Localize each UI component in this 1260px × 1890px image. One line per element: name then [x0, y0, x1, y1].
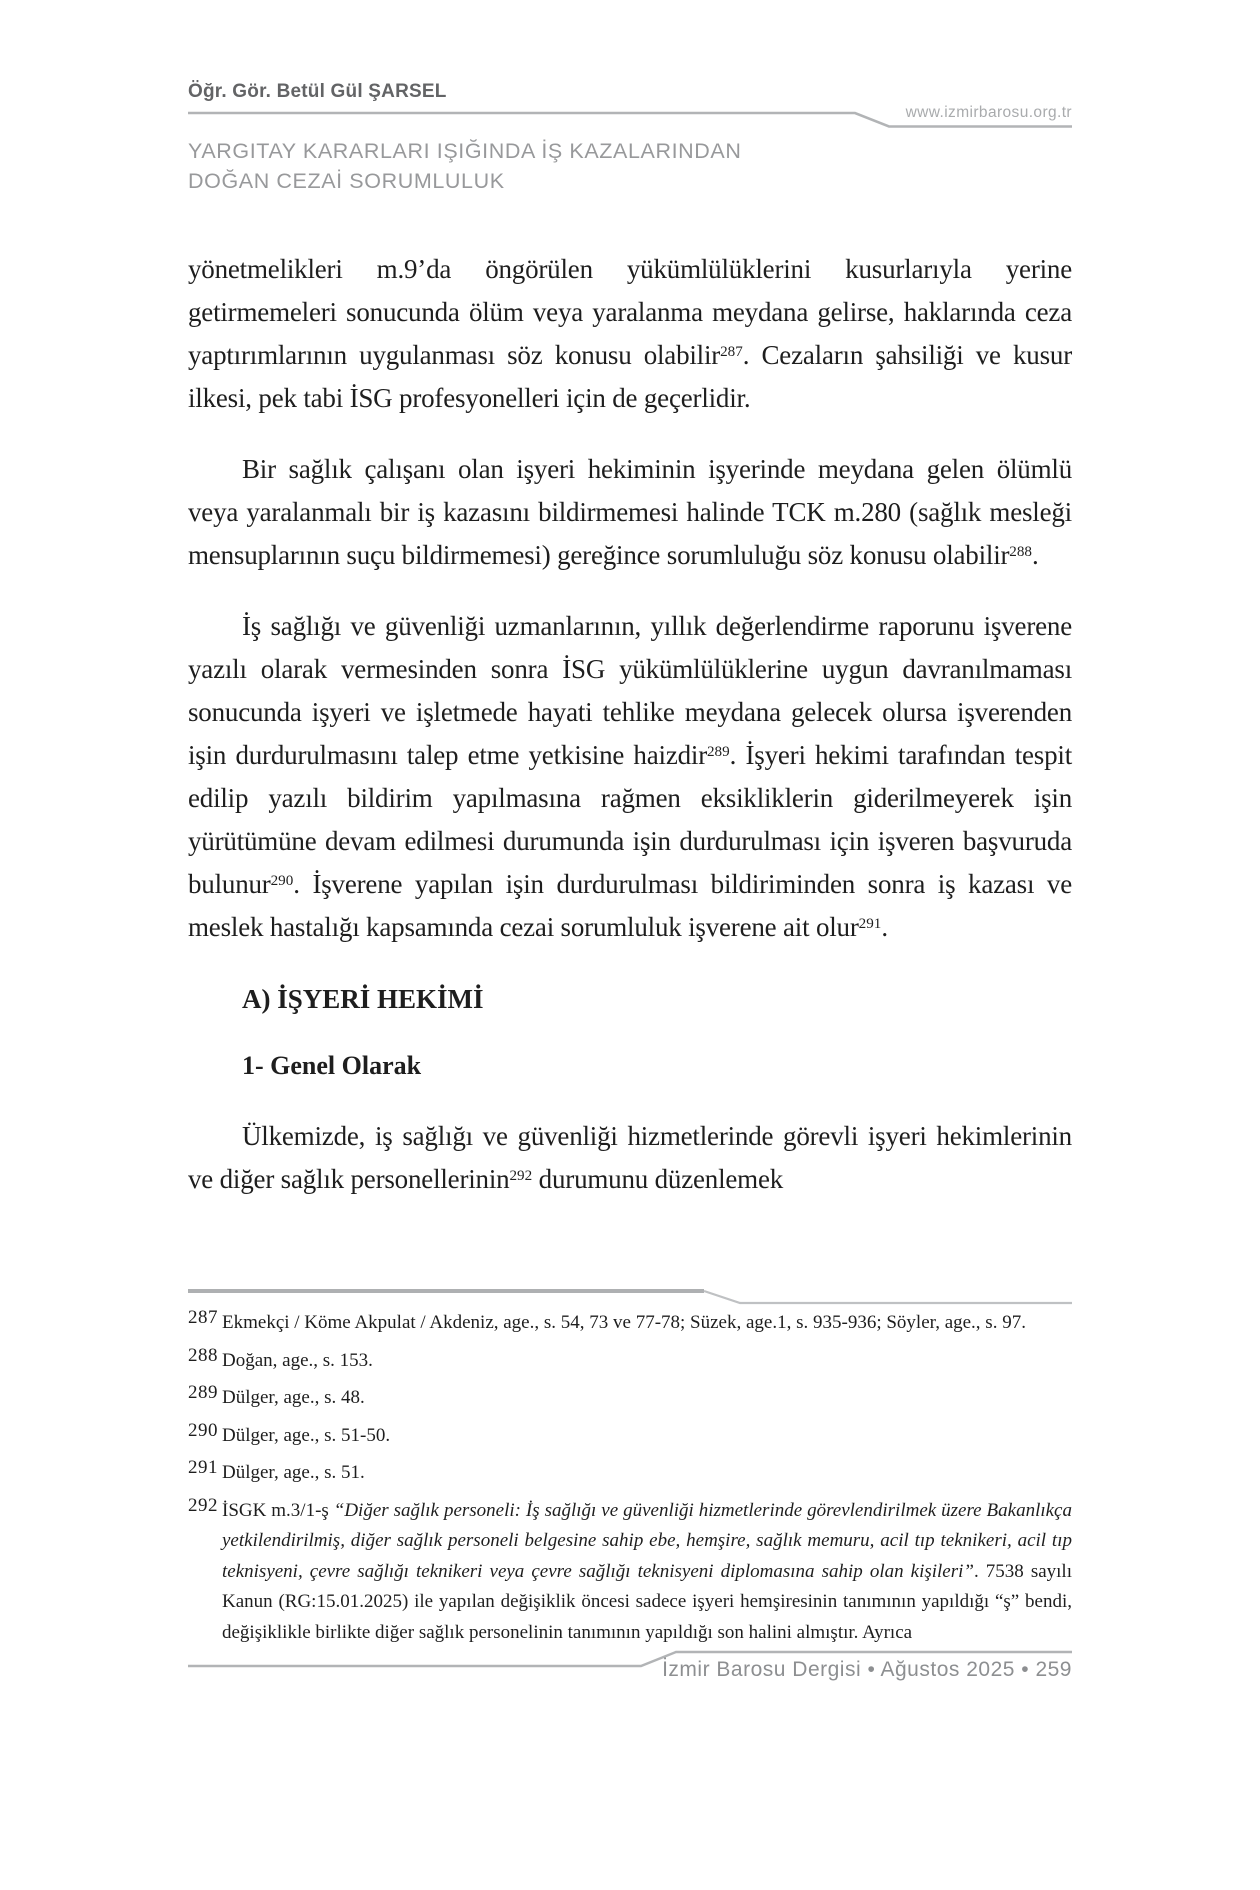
article-title-line1: YARGITAY KARARLARI IŞIĞINDA İŞ KAZALARINDAN [188, 139, 742, 163]
footnote-number: 290 [188, 1419, 218, 1441]
paragraph: Bir sağlık çalışanı olan işyeri hekiminin işyerinde meydana gelen ölümlü veya yaralanmalı bir iş kazasını bildirmemesi halinde TCK m.280 (sağlık mesleği mensuplarının suçu bildirmemesi) gereğince sorumluluğu söz konusu olabilir$^{288}$. [188, 454, 1072, 570]
body-text [188, 248, 1072, 1229]
footnote-text: Dülger, age., s. 51. [222, 1462, 365, 1483]
footnote [188, 1421, 1072, 1452]
section-heading-a: A) İŞYERİ HEKİMİ [242, 984, 484, 1014]
italic-quote: “Diğer sağlık personeli: İş sağlığı ve güvenliği hizmetlerinde görevlendirilmek üzere Bakanlıkça yetkilendirilmiş, diğer sağlık personeli belgesine sahip ebe, hemşire, sağlık memuru, acil tıp teknikeri, acil tıp teknisyeni, çevre sağlığı teknikeri veya çevre sağlığı teknisyeni diplomasına sahip olan kişileri” [222, 1499, 1072, 1582]
footnote-number: 289 [188, 1382, 218, 1403]
footnote-text: İSGK m.3/1-ş “Diğer sağlık personeli: İş sağlığı ve güvenliği hizmetlerinde görevlendirilmek üzere Bakanlıkça yetkilendirilmiş, diğer sağlık personeli belgesine sahip ebe, hemşire, sağlık memuru, acil tıp teknikeri, acil tıp teknisyeni, çevre sağlığı teknikeri veya çevre sağlığı teknisyeni diplomasına sahip olan kişileri”. 7538 sayılı Kanun (RG:15.01.2025) ile yapılan değişiklik öncesi sadece işyeri hemşiresinin tanımının yapıldığı “ş” bendi, değişiklikle birlikte diğer sağlık personelinin tanımının yapıldığı son halini almıştır. Ayrıca [222, 1499, 1072, 1643]
footnote-rule [188, 1288, 1072, 1306]
footnote-number: 288 [188, 1344, 218, 1366]
footnote-reference: 289 [707, 743, 730, 760]
paragraph: İş sağlığı ve güvenliği uzmanlarının, yıllık değerlendirme raporunu işverene yazılı olarak vermesinden sonra İSG yükümlülüklerine uygun davranılmaması sonucunda işyeri ve işletmede hayati tehlike meydana gelecek olursa işverenden işin durdurulmasını talep etme yetkisine haizdir$^{289}$. İşyeri hekimi tarafından tespit edilip yazılı bildirim yapılmasına rağmen eksikliklerin giderilmeyerek işin yürütümüne devam edilmesi durumunda işin durdurulması için işveren başvuruda bulunur$^{290}$. İşverene yapılan işin durdurulması bildiriminden sonra iş kazası ve meslek hastalığı kapsamında cezai sorumluluk işverene ait olur$^{291}$. [188, 611, 1072, 942]
footnote-reference: 290 [270, 872, 294, 889]
footnote-text: Dülger, age., s. 51-50. [222, 1424, 391, 1446]
website-url: www.izmirbarosu.org.tr [905, 104, 1072, 121]
footnote-text: Dülger, age., s. 48. [222, 1387, 365, 1408]
article-title [188, 136, 1072, 196]
footnote-rule-line [188, 1288, 1072, 1306]
footnote [188, 1346, 1072, 1377]
footnote-text: Ekmekçi / Köme Akpulat / Akdeniz, age., s. 54, 73 ve 77-78; Süzek, age.1, s. 935-936; Söyler, age., s. 97. [222, 1312, 1026, 1333]
author-name: Öğr. Gör. Betül Gül ŞARSEL [188, 81, 447, 102]
footnote-reference: 291 [858, 915, 882, 932]
article-title-line2: DOĞAN CEZAİ SORUMLULUK [188, 169, 505, 193]
footnote [188, 1383, 1072, 1414]
footnote-number: 287 [188, 1307, 218, 1328]
footnote-number: 291 [188, 1457, 218, 1478]
subsection-heading-1: 1- Genel Olarak [242, 1051, 422, 1080]
footnote [188, 1308, 1072, 1339]
footnote-reference: 287 [720, 343, 743, 360]
footnotes-section [188, 1308, 1072, 1655]
footnote-reference: 292 [509, 1167, 533, 1184]
footnote [188, 1458, 1072, 1489]
footnote-text: Doğan, age., s. 153. [222, 1349, 373, 1371]
footnote [188, 1496, 1072, 1649]
footnote-reference: 288 [1009, 543, 1032, 560]
paragraph: yönetmelikleri m.9’da öngörülen yükümlülüklerini kusurlarıyla yerine getirmemeleri sonucunda ölüm veya yaralanma meydana gelirse, haklarında ceza yaptırımlarının uygulanması söz konusu olabilir$^{287}$. Cezaların şahsiliği ve kusur ilkesi, pek tabi İSG profesyonelleri için de geçerlidir. [188, 254, 1072, 413]
journal-footer-info: İzmir Barosu Dergisi • Ağustos 2025 • 259 [662, 1658, 1072, 1681]
paragraph: Ülkemizde, iş sağlığı ve güvenliği hizmetlerinde görevli işyeri hekimlerinin ve diğer sağlık personellerinin$^{292}$ durumunu düzenlemek [188, 1121, 1072, 1194]
footnote-number: 292 [188, 1494, 218, 1516]
